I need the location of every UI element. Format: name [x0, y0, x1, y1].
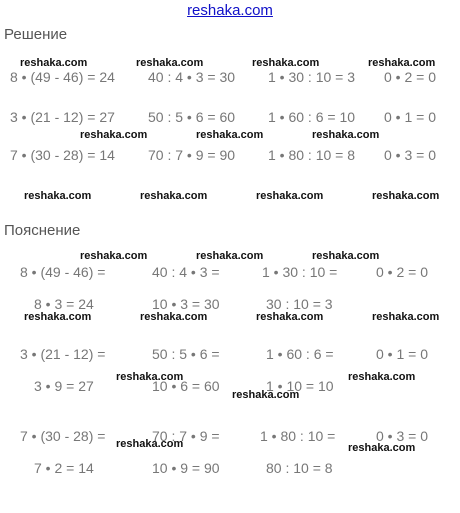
explanation-expression: 70 : 7 • 9 =	[152, 428, 220, 444]
explanation-expression: 0 • 1 = 0	[376, 346, 428, 362]
explanation-expression: 7 • (30 - 28) =	[20, 428, 106, 444]
watermark-text: reshaka.com	[80, 129, 148, 141]
solution-expression: 7 • (30 - 28) = 14	[10, 147, 115, 163]
solution-expression: 1 • 60 : 6 = 10	[268, 109, 356, 125]
watermark-text: reshaka.com	[116, 438, 184, 450]
watermark-text: reshaka.com	[256, 190, 324, 202]
watermark-text: reshaka.com	[252, 57, 320, 69]
watermark-text: reshaka.com	[256, 311, 324, 323]
explanation-expression: 0 • 3 = 0	[376, 428, 428, 444]
explanation-step: 10 • 6 = 60	[152, 378, 220, 394]
solution-expression: 50 : 5 • 6 = 60	[148, 109, 236, 125]
watermark-text: reshaka.com	[20, 57, 88, 69]
explanation-expression: 40 : 4 • 3 =	[152, 264, 220, 280]
watermark-text: reshaka.com	[348, 371, 416, 383]
solution-expression: 3 • (21 - 12) = 27	[10, 109, 115, 125]
solution-expression: 0 • 2 = 0	[384, 69, 436, 85]
watermark-text: reshaka.com	[116, 371, 184, 383]
explanation-expression: 50 : 5 • 6 =	[152, 346, 220, 362]
watermark-text: reshaka.com	[24, 311, 92, 323]
solution-expression: 40 : 4 • 3 = 30	[148, 69, 236, 85]
explanation-step: 8 • 3 = 24	[34, 296, 94, 312]
explanation-heading: Пояснение	[4, 222, 81, 239]
watermark-text: reshaka.com	[136, 57, 204, 69]
watermark-text: reshaka.com	[140, 311, 208, 323]
explanation-expression: 0 • 2 = 0	[376, 264, 428, 280]
solution-expression: 0 • 1 = 0	[384, 109, 436, 125]
solution-expression: 1 • 30 : 10 = 3	[268, 69, 356, 85]
watermark-text: reshaka.com	[232, 389, 300, 401]
solution-heading: Решение	[4, 26, 68, 43]
explanation-step: 10 • 9 = 90	[152, 460, 220, 476]
explanation-step: 10 • 3 = 30	[152, 296, 220, 312]
explanation-expression: 1 • 80 : 10 =	[260, 428, 336, 444]
site-header-link[interactable]: reshaka.com	[187, 2, 273, 19]
explanation-step: 1 • 10 = 10	[266, 378, 334, 394]
watermark-text: reshaka.com	[368, 57, 436, 69]
explanation-expression: 1 • 30 : 10 =	[262, 264, 338, 280]
watermark-text: reshaka.com	[372, 311, 440, 323]
solution-expression: 8 • (49 - 46) = 24	[10, 69, 115, 85]
watermark-text: reshaka.com	[348, 442, 416, 454]
watermark-text: reshaka.com	[196, 129, 264, 141]
solution-expression: 0 • 3 = 0	[384, 147, 436, 163]
watermark-text: reshaka.com	[312, 129, 380, 141]
watermark-text: reshaka.com	[196, 250, 264, 262]
solution-expression: 1 • 80 : 10 = 8	[268, 147, 356, 163]
solution-expression: 70 : 7 • 9 = 90	[148, 147, 236, 163]
watermark-text: reshaka.com	[372, 190, 440, 202]
explanation-step: 80 : 10 = 8	[266, 460, 333, 476]
explanation-expression: 1 • 60 : 6 =	[266, 346, 334, 362]
watermark-text: reshaka.com	[80, 250, 148, 262]
watermark-text: reshaka.com	[24, 190, 92, 202]
explanation-expression: 3 • (21 - 12) =	[20, 346, 106, 362]
explanation-step: 3 • 9 = 27	[34, 378, 94, 394]
watermark-text: reshaka.com	[140, 190, 208, 202]
watermark-text: reshaka.com	[312, 250, 380, 262]
explanation-step: 30 : 10 = 3	[266, 296, 333, 312]
explanation-expression: 8 • (49 - 46) =	[20, 264, 106, 280]
explanation-step: 7 • 2 = 14	[34, 460, 94, 476]
